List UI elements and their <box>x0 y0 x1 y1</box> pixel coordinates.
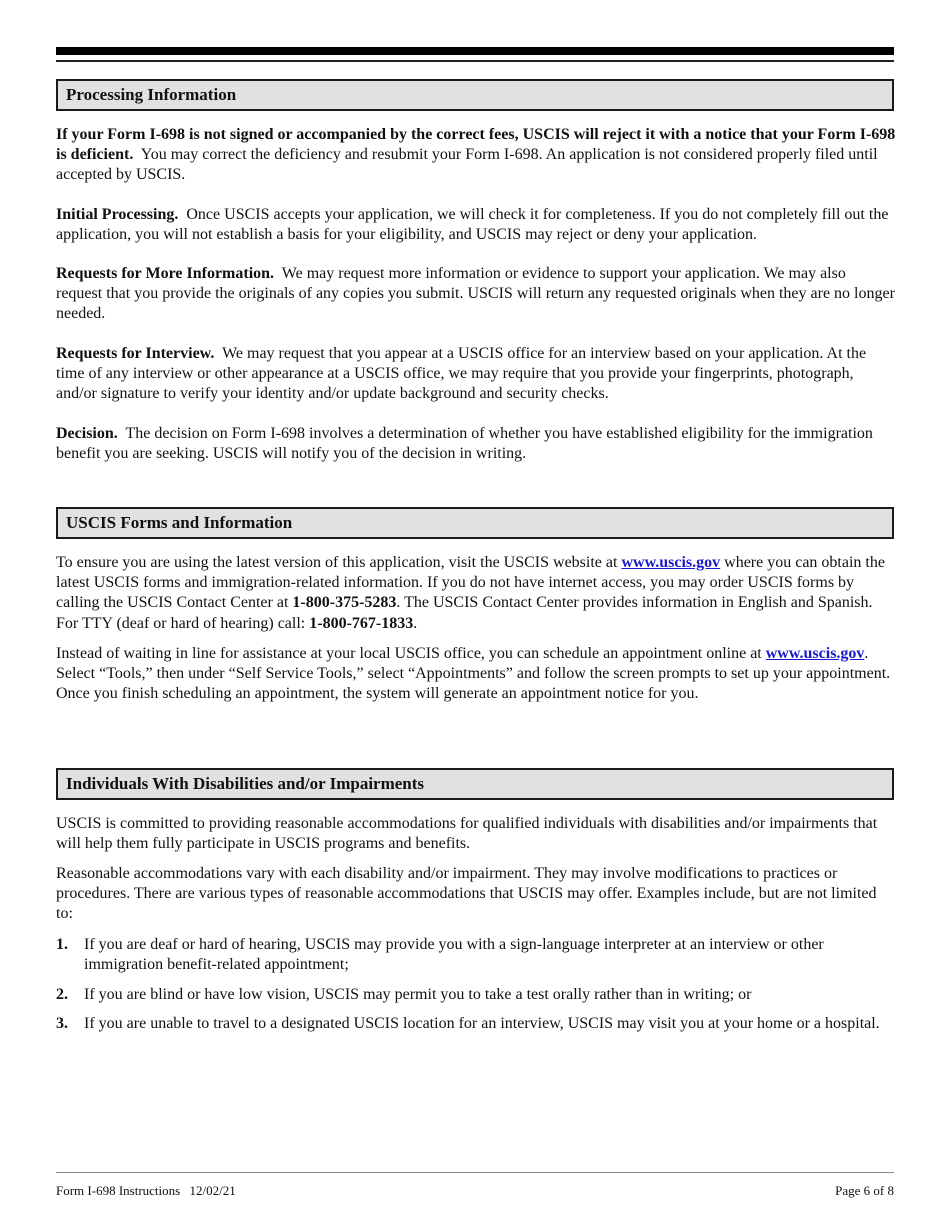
paragraph-accommodations <box>56 864 896 925</box>
list-item <box>56 935 896 975</box>
section-title: Processing Information <box>66 85 237 104</box>
paragraph-lead: Requests for More Information. <box>56 265 275 282</box>
list-number: 1. <box>56 936 68 953</box>
section-header-disabilities <box>56 768 894 800</box>
list-text: If you are deaf or hard of hearing, USCIS may provide you with a sign-language interpreter at an interview or other immigration benefit-related appointment; <box>84 936 824 974</box>
paragraph-body: We may request that you appear at a USCIS office for an interview based on your application. At the time of any interview or other appearance at a USCIS office, we may require that you provide your fingerprints, photograph, and/or signature to verify your identity and/or update background and security checks. <box>56 345 867 403</box>
section-header-uscis-forms <box>56 507 894 539</box>
paragraph-commitment <box>56 814 896 854</box>
paragraph-lead: Requests for Interview. <box>56 345 215 362</box>
text-segment: Instead of waiting in line for assistance at your local USCIS office, you can schedule an appointment online at <box>56 645 766 662</box>
footer-page-number: Page 6 of 8 <box>835 1183 894 1198</box>
paragraph-decision <box>56 424 896 464</box>
text-segment: where you can obtain the latest USCIS forms and immigration-related information. If you do not have internet access, you may order USCIS forms by calling the USCIS Contact Center at <box>56 554 885 612</box>
paragraph-initial-processing <box>56 205 896 245</box>
paragraph-body: We may request more information or evidence to support your application. We may also request that you provide the originals of any copies you submit. USCIS will return any requested originals when they are no longer needed. <box>56 265 895 323</box>
section-title: USCIS Forms and Information <box>66 513 293 532</box>
text-segment: To ensure you are using the latest version of this application, visit the USCIS website at <box>56 554 622 571</box>
paragraph-appointments <box>56 644 896 705</box>
text-segment: . <box>413 614 418 632</box>
top-thick-rule <box>56 47 894 55</box>
footer-form-info <box>56 1183 236 1199</box>
paragraph-body: You may correct the deficiency and resubmit your Form I-698. An application is not considered properly filed until accepted by USCIS. <box>56 146 878 184</box>
section-header-processing-information <box>56 79 894 111</box>
paragraph-lead: Decision. <box>56 425 118 442</box>
footer-form-name: Form I-698 Instructions <box>56 1183 181 1198</box>
paragraph-lead: If your Form I-698 is not signed or accompanied by the correct fees, USCIS will reject it with a notice that your Form I-698 is deficient. <box>56 126 896 164</box>
paragraph-lead: Initial Processing. <box>56 206 179 223</box>
uscis-website-link[interactable]: www.uscis.gov <box>621 554 721 571</box>
paragraph-body: The decision on Form I-698 involves a determination of whether you have established eligibility for the immigration benefit you are seeking. USCIS will notify you of the decision in writing. <box>56 425 873 463</box>
text-segment: . Select “Tools,” then under “Self Service Tools,” select “Appointments” and follow the screen prompts to set up your appointment. Once you finish scheduling an appointment, the system will generate an appointment notice for you. <box>56 645 891 703</box>
footer-rule <box>56 1172 894 1173</box>
paragraph-requests-interview <box>56 344 896 405</box>
paragraph-body: Reasonable accommodations vary with each disability and/or impairment. They may involve modifications to practices or procedures. There are various types of reasonable accommodations that USCIS may offer. Examples include, but are not limited to: <box>56 865 877 923</box>
paragraph-deficiency <box>56 125 896 186</box>
footer-edition-date: 12/02/21 <box>189 1183 236 1198</box>
list-item <box>56 985 896 1005</box>
list-text: If you are blind or have low vision, USCIS may permit you to take a test orally rather than in writing; or <box>84 986 752 1003</box>
paragraph-requests-more-info <box>56 264 896 325</box>
section-title: Individuals With Disabilities and/or Impairments <box>66 774 425 793</box>
paragraph-forms-info <box>56 553 896 634</box>
paragraph-body: Once USCIS accepts your application, we will check it for completeness. If you do not completely fill out the application, you will not establish a basis for your eligibility, and USCIS may reject or deny your application. <box>56 206 889 244</box>
list-number: 2. <box>56 986 68 1003</box>
text-segment: . The USCIS Contact Center provides information in English and Spanish. For TTY (deaf or hard of hearing) call: <box>56 594 873 632</box>
contact-center-phone: 1-800-375-5283 <box>292 594 397 612</box>
list-item <box>56 1014 896 1034</box>
list-text: If you are unable to travel to a designated USCIS location for an interview, USCIS may visit you at your home or a hospital. <box>84 1015 880 1032</box>
uscis-website-link[interactable]: www.uscis.gov <box>765 645 865 662</box>
paragraph-body: USCIS is committed to providing reasonable accommodations for qualified individuals with disabilities and/or impairments that will help them fully participate in USCIS programs and benefits. <box>56 815 878 853</box>
tty-phone: 1-800-767-1833 <box>309 614 414 632</box>
top-thin-rule <box>56 60 894 62</box>
list-number: 3. <box>56 1015 68 1032</box>
